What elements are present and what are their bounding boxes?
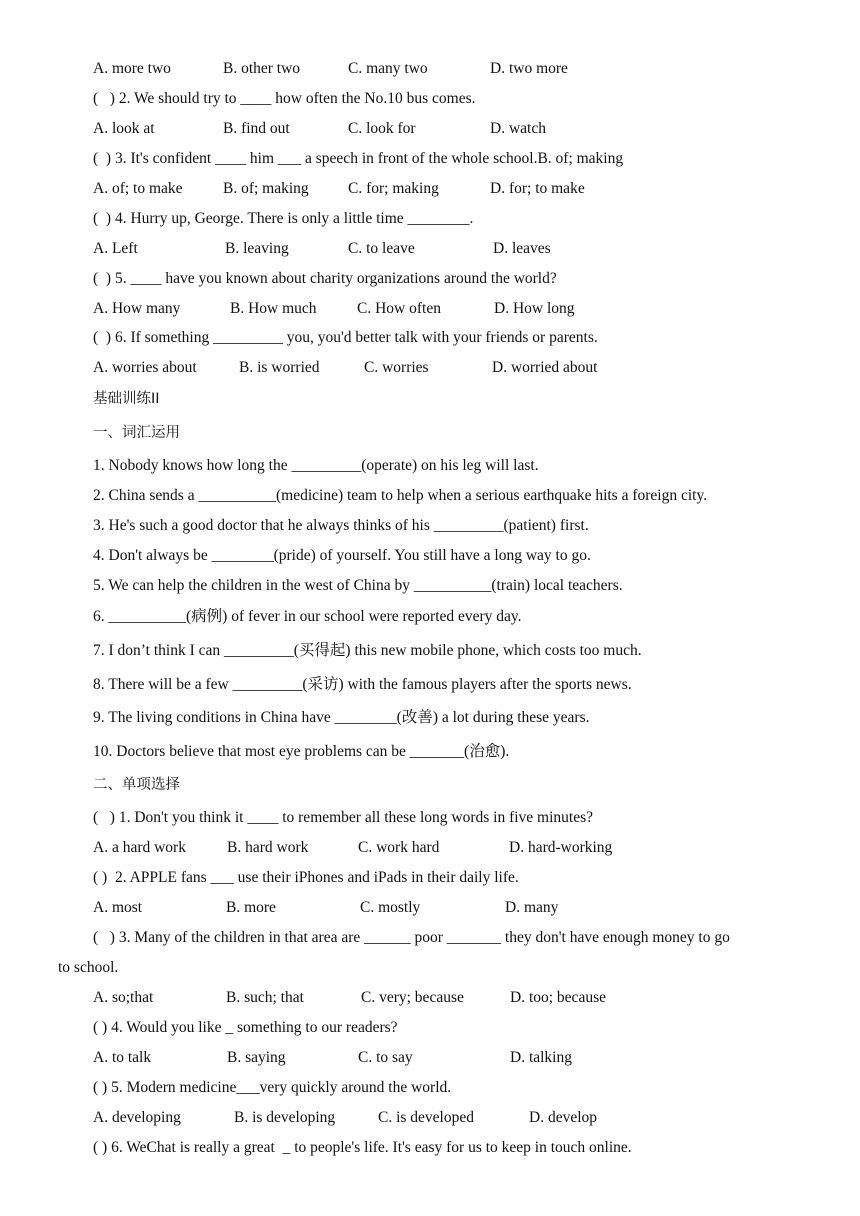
option-c: C. to leave bbox=[348, 240, 415, 257]
vocab-item: 4. Don't always be ________(pride) of yourself. You still have a long way to go. bbox=[93, 547, 591, 564]
section-title: 基础训练II bbox=[93, 391, 160, 407]
option-b: B. find out bbox=[223, 120, 290, 137]
vocab-item: 3. He's such a good doctor that he always thinks of his _________(patient) first. bbox=[93, 517, 589, 534]
option-b: B. How much bbox=[230, 300, 317, 317]
option-b: B. such; that bbox=[226, 989, 304, 1006]
question-text: ( ) 3. It's confident ____ him ___ a speech in front of the whole school.B. of; making bbox=[93, 150, 624, 167]
option-a: A. more two bbox=[93, 60, 171, 77]
option-a: A. developing bbox=[93, 1109, 181, 1126]
option-b: B. of; making bbox=[223, 180, 309, 197]
vocab-item: 7. I don’t think I can _________(买得起) this new mobile phone, which costs too much. bbox=[93, 642, 642, 659]
option-c: C. look for bbox=[348, 120, 416, 137]
option-d: D. How long bbox=[494, 300, 575, 317]
option-b: B. more bbox=[226, 899, 276, 916]
vocab-item: 8. There will be a few _________(采访) with the famous players after the sports news. bbox=[93, 676, 632, 693]
option-a: A. to talk bbox=[93, 1049, 152, 1066]
option-a: A. How many bbox=[93, 300, 181, 317]
option-d: D. develop bbox=[529, 1109, 598, 1126]
question-text: ( ) 5. ____ have you known about charity organizations around the world? bbox=[93, 270, 557, 287]
option-a: A. Left bbox=[93, 240, 138, 257]
option-d: D. hard-working bbox=[509, 839, 613, 856]
question-text: ( ) 4. Hurry up, George. There is only a little time ________. bbox=[93, 210, 474, 227]
option-a: A. so;that bbox=[93, 989, 154, 1006]
question-text: ( ) 5. Modern medicine___very quickly around the world. bbox=[93, 1079, 452, 1096]
option-c: C. to say bbox=[358, 1049, 413, 1066]
vocab-item: 5. We can help the children in the west of China by __________(train) local teachers. bbox=[93, 577, 623, 594]
option-d: D. two more bbox=[490, 60, 568, 77]
option-c: C. How often bbox=[357, 300, 441, 317]
option-c: C. for; making bbox=[348, 180, 439, 197]
question-text: ( ) 4. Would you like _ something to our readers? bbox=[93, 1019, 398, 1036]
option-d: D. worried about bbox=[492, 359, 598, 376]
option-c: C. mostly bbox=[360, 899, 421, 916]
option-c: C. very; because bbox=[361, 989, 464, 1006]
question-text: ( ) 6. If something _________ you, you'd better talk with your friends or parents. bbox=[93, 329, 598, 346]
option-a: A. look at bbox=[93, 120, 155, 137]
option-d: D. leaves bbox=[493, 240, 551, 257]
option-d: D. many bbox=[505, 899, 559, 916]
option-b: B. hard work bbox=[227, 839, 309, 856]
option-d: D. talking bbox=[510, 1049, 572, 1066]
vocab-item: 10. Doctors believe that most eye problems can be _______(治愈). bbox=[93, 743, 510, 760]
option-a: A. worries about bbox=[93, 359, 197, 376]
option-b: B. is developing bbox=[234, 1109, 336, 1126]
option-d: D. for; to make bbox=[490, 180, 585, 197]
option-b: B. leaving bbox=[225, 240, 289, 257]
vocab-item: 6. __________(病例) of fever in our school were reported every day. bbox=[93, 608, 522, 625]
question-text: ( ) 3. Many of the children in that area are ______ poor _______ they don't have enough money to go bbox=[93, 929, 730, 946]
question-text: ( ) 6. WeChat is really a great _ to people's life. It's easy for us to keep in touch online. bbox=[93, 1139, 632, 1156]
option-a: A. most bbox=[93, 899, 143, 916]
option-c: C. work hard bbox=[358, 839, 440, 856]
option-b: B. is worried bbox=[239, 359, 320, 376]
vocab-item: 2. China sends a __________(medicine) team to help when a serious earthquake hits a foreign city. bbox=[93, 487, 708, 504]
vocab-item: 9. The living conditions in China have ________(改善) a lot during these years. bbox=[93, 709, 590, 726]
option-a: A. of; to make bbox=[93, 180, 183, 197]
option-c: C. worries bbox=[364, 359, 429, 376]
option-b: B. other two bbox=[223, 60, 301, 77]
question-text: ( ) 2. APPLE fans ___ use their iPhones and iPads in their daily life. bbox=[93, 869, 519, 886]
question-text: ( ) 1. Don't you think it ____ to remember all these long words in five minutes? bbox=[93, 809, 593, 826]
option-d: D. too; because bbox=[510, 989, 606, 1006]
question-text-continued: to school. bbox=[58, 959, 119, 976]
option-c: C. many two bbox=[348, 60, 428, 77]
choice-heading: 二、单项选择 bbox=[93, 777, 180, 793]
option-d: D. watch bbox=[490, 120, 546, 137]
question-text: ( ) 2. We should try to ____ how often the No.10 bus comes. bbox=[93, 90, 476, 107]
option-a: A. a hard work bbox=[93, 839, 186, 856]
option-b: B. saying bbox=[227, 1049, 286, 1066]
vocab-item: 1. Nobody knows how long the _________(operate) on his leg will last. bbox=[93, 457, 539, 474]
vocab-heading: 一、词汇运用 bbox=[93, 425, 180, 441]
option-c: C. is developed bbox=[378, 1109, 474, 1126]
